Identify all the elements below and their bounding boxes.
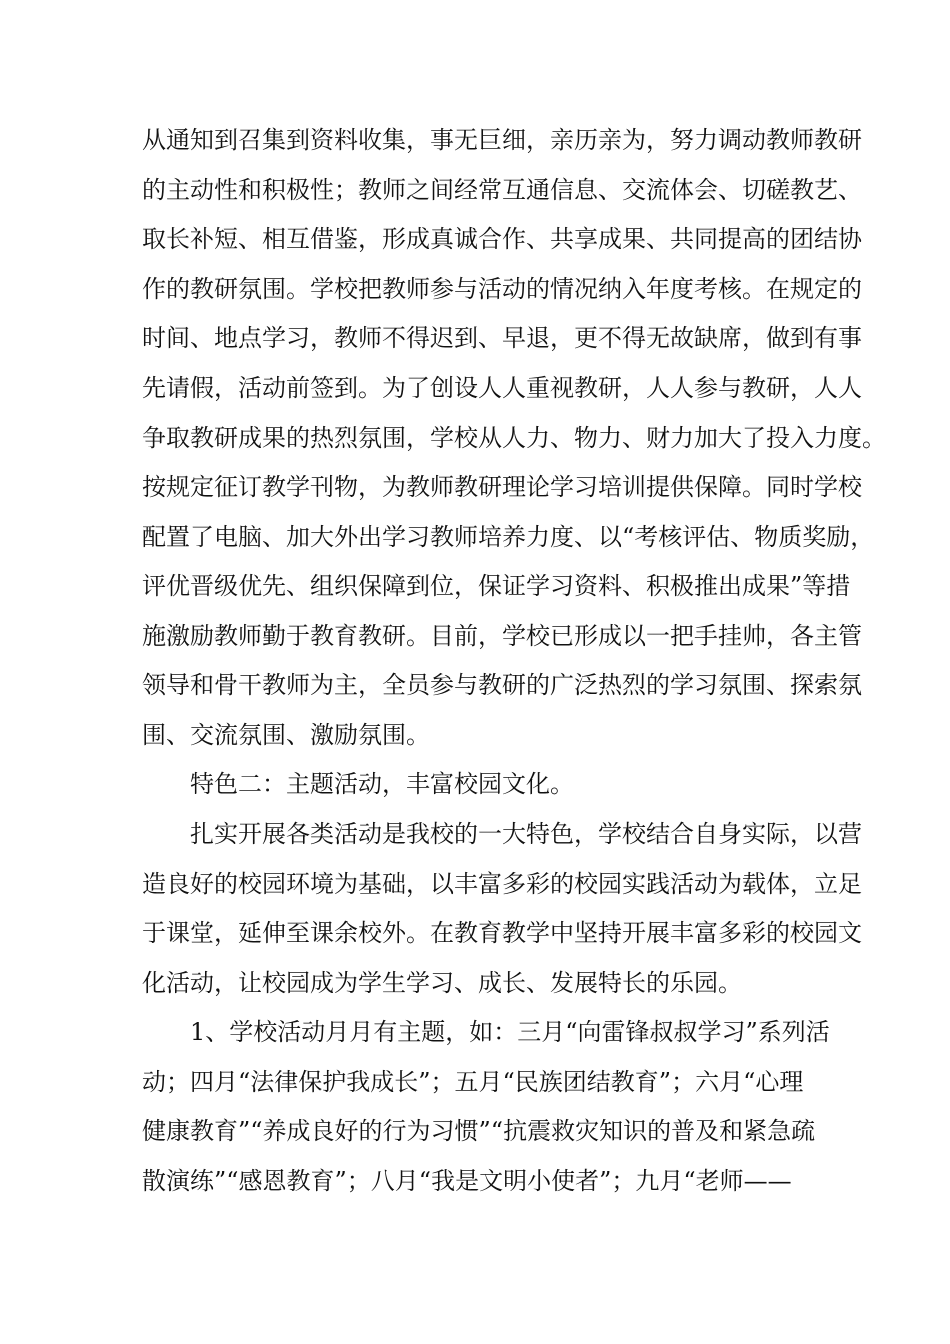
paragraph-line-8: 按规定征订教学刊物，为教师教研理论学习培训提供保障。同时学校 <box>142 473 862 501</box>
paragraph-line-17: 于课堂，延伸至课余校外。在教育教学中坚持开展丰富多彩的校园文 <box>142 919 862 947</box>
paragraph-line-19: 1、学校活动月月有主题，如：三月“向雷锋叔叔学习”系列活 <box>190 1018 830 1046</box>
paragraph-line-3: 取长补短、相互借鉴，形成真诚合作、共享成果、共同提高的团结协 <box>142 225 862 253</box>
paragraph-line-6: 先请假，活动前签到。为了创设人人重视教研，人人参与教研，人人 <box>142 374 862 402</box>
paragraph-line-10: 评优晋级优先、组织保障到位，保证学习资料、积极推出成果”等措 <box>142 572 851 600</box>
paragraph-line-4: 作的教研氛围。学校把教师参与活动的情况纳入年度考核。在规定的 <box>142 275 862 303</box>
paragraph-line-20: 动；四月“法律保护我成长”；五月“民族团结教育”；六月“心理 <box>142 1068 804 1096</box>
paragraph-line-22: 散演练”“感恩教育”；八月“我是文明小使者”；九月“老师—— <box>142 1167 792 1195</box>
paragraph-line-7: 争取教研成果的热烈氛围，学校从人力、物力、财力加大了投入力度。 <box>142 424 886 452</box>
paragraph-line-11: 施激励教师勤于教育教研。目前，学校已形成以一把手挂帅，各主管 <box>142 622 862 650</box>
paragraph-line-15: 扎实开展各类活动是我校的一大特色，学校结合自身实际，以营 <box>190 820 862 848</box>
paragraph-line-13: 围、交流氛围、激励氛围。 <box>142 721 430 749</box>
paragraph-line-12: 领导和骨干教师为主，全员参与教研的广泛热烈的学习氛围、探索氛 <box>142 671 862 699</box>
paragraph-line-18: 化活动，让校园成为学生学习、成长、发展特长的乐园。 <box>142 969 742 997</box>
paragraph-line-5: 时间、地点学习，教师不得迟到、早退，更不得无故缺席，做到有事 <box>142 324 862 352</box>
section-heading: 特色二：主题活动，丰富校园文化。 <box>190 770 574 798</box>
paragraph-line-2: 的主动性和积极性；教师之间经常互通信息、交流体会、切磋教艺、 <box>142 176 862 204</box>
paragraph-line-1: 从通知到召集到资料收集，事无巨细，亲历亲为，努力调动教师教研 <box>142 126 862 154</box>
paragraph-line-16: 造良好的校园环境为基础，以丰富多彩的校园实践活动为载体，立足 <box>142 870 862 898</box>
paragraph-line-21: 健康教育”“养成良好的行为习惯”“抗震救灾知识的普及和紧急疏 <box>142 1117 816 1145</box>
paragraph-line-9: 配置了电脑、加大外出学习教师培养力度、以“考核评估、物质奖励， <box>142 523 875 551</box>
